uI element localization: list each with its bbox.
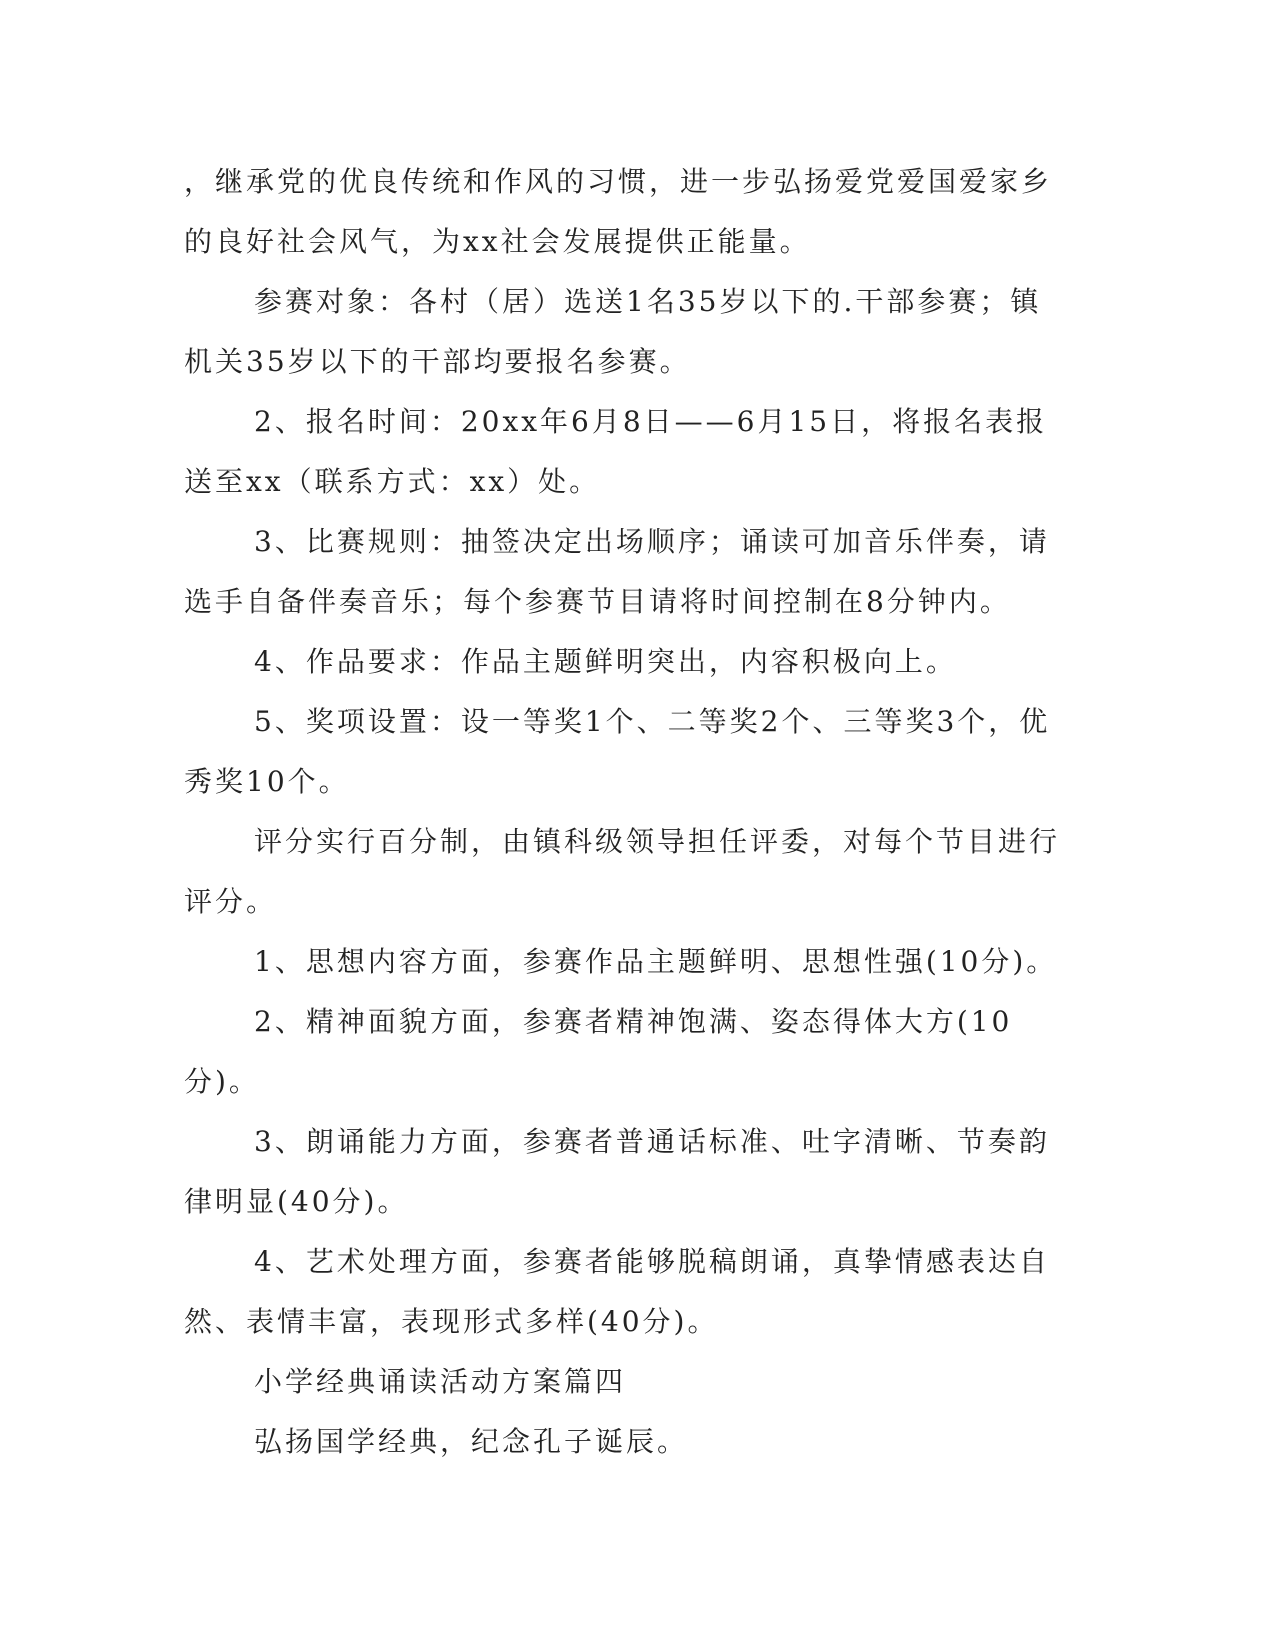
paragraph: 3、朗诵能力方面，参赛者普通话标准、吐字清晰、节奏韵律明显(40分)。: [184, 1125, 1050, 1218]
paragraph: 评分实行百分制，由镇科级领导担任评委，对每个节目进行评分。: [184, 825, 1061, 918]
paragraph: ，继承党的优良传统和作风的习惯，进一步弘扬爱党爱国爱家乡的良好社会风气，为xx社会发展提供正能量。: [184, 165, 1053, 258]
paragraph: 2、精神面貌方面，参赛者精神饱满、姿态得体大方(10分)。: [184, 1005, 1013, 1098]
paragraph: 5、奖项设置：设一等奖1个、二等奖2个、三等奖3个，优秀奖10个。: [184, 705, 1051, 798]
paragraph: 4、作品要求：作品主题鲜明突出，内容积极向上。: [254, 645, 957, 678]
paragraph: 1、思想内容方面，参赛作品主题鲜明、思想性强(10分)。: [254, 945, 1058, 978]
paragraph: 弘扬国学经典，纪念孔子诞辰。: [254, 1425, 689, 1458]
paragraph: 2、报名时间：20xx年6月8日——6月15日，将报名表报送至xx（联系方式：xx）处。: [184, 405, 1048, 498]
paragraph: 3、比赛规则：抽签决定出场顺序；诵读可加音乐伴奏，请选手自备伴奏音乐；每个参赛节目请将时间控制在8分钟内。: [184, 525, 1050, 618]
paragraph: 4、艺术处理方面，参赛者能够脱稿朗诵，真挚情感表达自然、表情丰富，表现形式多样(40分)。: [184, 1245, 1050, 1338]
section-heading: 小学经典诵读活动方案篇四: [254, 1365, 627, 1398]
paragraph: 参赛对象：各村（居）选送1名35岁以下的.干部参赛；镇机关35岁以下的干部均要报名参赛。: [184, 285, 1042, 378]
document-body: [184, 152, 1064, 1472]
